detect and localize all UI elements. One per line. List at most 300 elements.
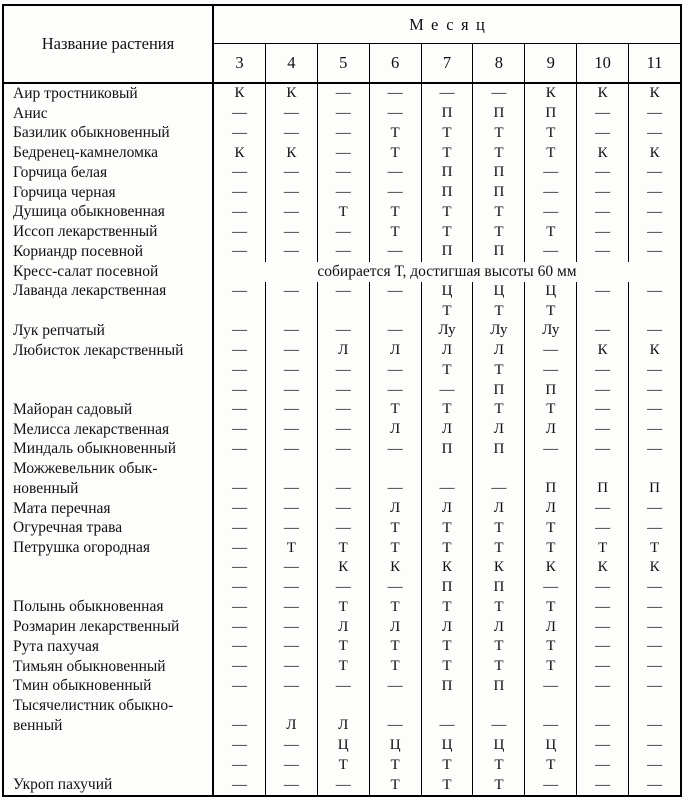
month-value-cell: Л xyxy=(317,341,369,361)
month-value-cell: — xyxy=(231,480,247,497)
table-row xyxy=(4,420,680,440)
plant-name-cell: Рута пахучая xyxy=(13,637,99,655)
month-value-cell: Л xyxy=(421,420,473,440)
month-value-cell: Ц xyxy=(369,736,421,756)
month-value-cell: — xyxy=(317,104,369,124)
month-value-cell xyxy=(369,301,421,321)
month-value-cell: — xyxy=(524,716,576,736)
plant-name-cell xyxy=(4,756,212,776)
month-cells xyxy=(212,420,680,440)
month-cells xyxy=(212,677,680,697)
month-value-cell xyxy=(369,459,421,479)
month-value-cell: Т xyxy=(472,775,524,795)
month-value-cell: — xyxy=(317,400,369,420)
plant-name-cell: Любисток лекарственный xyxy=(13,341,184,359)
table-row xyxy=(4,282,680,302)
month-value-cell: — xyxy=(317,124,369,144)
month-value-cell: Т xyxy=(472,301,524,321)
month-value-cell: — xyxy=(265,321,317,341)
month-value-cell: — xyxy=(628,617,680,637)
month-value-cell: Т xyxy=(369,657,421,677)
table-row xyxy=(4,183,680,203)
month-value-cell: — xyxy=(628,380,680,400)
month-value-cell: — xyxy=(231,618,247,635)
month-cells xyxy=(212,598,680,618)
table-row xyxy=(4,479,680,499)
month-value-cell: Т xyxy=(524,538,576,558)
month-value-cell: — xyxy=(317,163,369,183)
month-value-cell: — xyxy=(231,421,247,438)
month-value-cell: — xyxy=(317,84,369,104)
month-value-cell: — xyxy=(369,84,421,104)
table-row xyxy=(4,657,680,677)
month-value-cell: П xyxy=(472,163,524,183)
month-value-cell: — xyxy=(369,380,421,400)
month-value-cell: — xyxy=(576,617,628,637)
month-value-cell: — xyxy=(628,420,680,440)
month-cells xyxy=(212,242,680,262)
month-cells xyxy=(212,143,680,163)
month-value-cell: Т xyxy=(369,598,421,618)
month-cells xyxy=(212,459,680,479)
month-value-cell: К xyxy=(265,143,317,163)
month-value-cell: — xyxy=(265,657,317,677)
month-value-cell xyxy=(265,696,317,716)
table-row xyxy=(4,203,680,223)
month-value-cell: Т xyxy=(524,222,576,242)
plant-name-cell: Мелисса лекарственная xyxy=(13,420,170,438)
month-value-cell: К xyxy=(628,143,680,163)
month-value-cell: — xyxy=(231,519,247,536)
month-cells xyxy=(212,282,680,302)
plant-name-cell: Майоран садовый xyxy=(13,400,133,418)
month-number: 6 xyxy=(369,44,421,82)
table-row xyxy=(4,696,680,716)
month-value-cell: — xyxy=(524,242,576,262)
month-value-cell: — xyxy=(317,775,369,795)
month-value-cell: — xyxy=(317,242,369,262)
month-value-cell: Л xyxy=(421,341,473,361)
month-group-label: Месяц xyxy=(214,6,680,44)
month-value-cell: — xyxy=(317,222,369,242)
month-value-cell: — xyxy=(265,440,317,460)
month-value-cell: — xyxy=(369,479,421,499)
month-value-cell: — xyxy=(576,440,628,460)
table-row xyxy=(4,242,680,262)
month-value-cell: Л xyxy=(524,499,576,519)
month-value-cell: Л xyxy=(524,420,576,440)
month-value-cell: — xyxy=(265,104,317,124)
month-value-cell: П xyxy=(421,183,473,203)
month-value-cell: Т xyxy=(524,124,576,144)
month-value-cell: — xyxy=(369,183,421,203)
month-value-cell: Т xyxy=(472,400,524,420)
month-value-cell: — xyxy=(369,163,421,183)
table-row xyxy=(4,163,680,183)
month-value-cell xyxy=(317,696,369,716)
month-value-cell: Л xyxy=(524,617,576,637)
table-row xyxy=(4,775,680,795)
month-value-cell: — xyxy=(576,519,628,539)
plant-name-cell xyxy=(4,380,212,400)
table-row xyxy=(4,341,680,361)
month-value-cell: Т xyxy=(369,124,421,144)
month-value-cell: Т xyxy=(421,598,473,618)
table-row xyxy=(4,84,680,104)
month-value-cell: — xyxy=(265,242,317,262)
month-value-cell: — xyxy=(231,322,247,339)
month-value-cell: Т xyxy=(421,538,473,558)
month-value-cell xyxy=(214,696,265,716)
month-value-cell xyxy=(421,696,473,716)
month-value-cell: К xyxy=(576,341,628,361)
month-value-cell xyxy=(576,459,628,479)
month-value-cell: — xyxy=(421,84,473,104)
plant-name-cell: Лаванда лекарственная xyxy=(13,282,167,300)
month-cells xyxy=(212,775,680,795)
month-value-cell: — xyxy=(628,756,680,776)
month-cells xyxy=(212,104,680,124)
month-value-cell: — xyxy=(231,737,247,754)
month-value-cell: Т xyxy=(421,124,473,144)
month-value-cell: — xyxy=(576,163,628,183)
month-value-cell: Т xyxy=(317,598,369,618)
month-value-cell: — xyxy=(231,677,247,694)
month-value-cell: П xyxy=(524,479,576,499)
month-value-cell: Т xyxy=(369,775,421,795)
month-cells xyxy=(212,578,680,598)
plant-name-cell: Душица обыкновенная xyxy=(13,203,165,221)
plant-name-cell: Можжевельник обык- xyxy=(13,460,158,478)
plant-name-cell: Кресс-салат посевной xyxy=(13,262,159,280)
month-value-cell: — xyxy=(576,321,628,341)
month-value-cell: — xyxy=(231,124,247,141)
month-cells xyxy=(212,716,680,736)
plant-name-cell: Базилик обыкновенный xyxy=(13,124,170,142)
plant-name-cell xyxy=(4,578,212,598)
month-value-cell: — xyxy=(628,400,680,420)
month-number: 9 xyxy=(524,44,576,82)
month-value-cell: П xyxy=(524,380,576,400)
table-row xyxy=(4,558,680,578)
table-row xyxy=(4,617,680,637)
month-value-cell: П xyxy=(628,479,680,499)
plant-name-cell: Полынь обыкновенная xyxy=(13,598,164,616)
month-value-cell: — xyxy=(576,716,628,736)
month-value-cell: — xyxy=(576,677,628,697)
month-value-cell: — xyxy=(524,578,576,598)
month-cells xyxy=(212,479,680,499)
month-value-cell: — xyxy=(576,420,628,440)
month-value-cell: Т xyxy=(472,203,524,223)
month-value-cell xyxy=(265,459,317,479)
month-number: 5 xyxy=(317,44,369,82)
plant-name-cell: Тмин обыкновенный xyxy=(13,677,152,695)
plant-name-cell: Миндаль обыкновенный xyxy=(13,440,176,458)
month-value-cell: П xyxy=(472,242,524,262)
month-value-cell: Л xyxy=(317,716,369,736)
month-value-cell: Лу xyxy=(421,321,473,341)
month-cells xyxy=(212,380,680,400)
month-value-cell: — xyxy=(317,578,369,598)
month-value-cell: Л xyxy=(472,420,524,440)
month-value-cell xyxy=(576,696,628,716)
month-value-cell xyxy=(214,459,265,479)
month-value-cell: Т xyxy=(472,124,524,144)
month-value-cell: К xyxy=(369,558,421,578)
month-cells xyxy=(212,163,680,183)
month-value-cell: — xyxy=(369,242,421,262)
month-value-cell: Т xyxy=(369,143,421,163)
month-cells xyxy=(212,499,680,519)
month-value-cell: — xyxy=(265,380,317,400)
month-value-cell: — xyxy=(231,282,247,299)
month-number: 8 xyxy=(472,44,524,82)
month-value-cell xyxy=(576,301,628,321)
month-value-cell: Т xyxy=(317,756,369,776)
month-value-cell: К xyxy=(628,341,680,361)
month-value-cell xyxy=(524,696,576,716)
month-value-cell: Лу xyxy=(472,321,524,341)
month-value-cell: Ц xyxy=(317,736,369,756)
month-value-cell: — xyxy=(231,184,247,201)
month-value-cell: — xyxy=(231,440,247,457)
month-value-cell xyxy=(369,696,421,716)
month-value-cell: — xyxy=(317,380,369,400)
plant-name-cell: Петрушка огородная xyxy=(13,539,151,557)
month-value-cell: — xyxy=(265,578,317,598)
month-value-cell: — xyxy=(265,775,317,795)
month-value-cell: — xyxy=(231,776,247,793)
month-value-cell xyxy=(317,459,369,479)
month-value-cell: К xyxy=(576,558,628,578)
month-value-cell: Л xyxy=(369,341,421,361)
month-value-cell: — xyxy=(524,677,576,697)
plant-name-cell: Тысячелистник обыкно- xyxy=(13,697,174,715)
month-value-cell: К xyxy=(317,558,369,578)
month-value-cell: — xyxy=(369,677,421,697)
month-cells xyxy=(212,736,680,756)
month-value-cell: — xyxy=(231,401,247,418)
month-value-cell: — xyxy=(628,716,680,736)
month-value-cell: — xyxy=(628,104,680,124)
month-value-cell: Т xyxy=(421,203,473,223)
month-value-cell: — xyxy=(576,222,628,242)
month-value-cell: — xyxy=(524,775,576,795)
month-value-cell: Т xyxy=(524,143,576,163)
month-value-cell: П xyxy=(421,440,473,460)
month-value-cell: — xyxy=(231,381,247,398)
month-value-cell: Т xyxy=(421,657,473,677)
month-value-cell: — xyxy=(421,716,473,736)
month-value-cell: — xyxy=(576,578,628,598)
month-value-cell xyxy=(524,459,576,479)
table-row xyxy=(4,459,680,479)
month-value-cell: Т xyxy=(472,519,524,539)
table-row xyxy=(4,143,680,163)
month-value-cell: П xyxy=(421,104,473,124)
table-row xyxy=(4,538,680,558)
month-value-cell: Т xyxy=(472,361,524,381)
month-value-cell: Т xyxy=(369,637,421,657)
month-cells xyxy=(212,301,680,321)
month-number: 7 xyxy=(421,44,473,82)
month-value-cell: Ц xyxy=(472,736,524,756)
month-value-cell: К xyxy=(576,143,628,163)
month-value-cell: Л xyxy=(472,499,524,519)
table-header xyxy=(4,6,680,84)
month-value-cell: Л xyxy=(472,617,524,637)
month-cells xyxy=(212,341,680,361)
month-value-cell: Т xyxy=(369,756,421,776)
month-value-cell: Л xyxy=(317,617,369,637)
month-value-cell: — xyxy=(265,736,317,756)
month-value-cell: — xyxy=(576,242,628,262)
month-value-cell: Т xyxy=(421,519,473,539)
table-row xyxy=(4,104,680,124)
table-row xyxy=(4,380,680,400)
month-value-cell: — xyxy=(265,519,317,539)
table-row xyxy=(4,124,680,144)
month-header-group xyxy=(212,6,680,82)
month-value-cell: — xyxy=(576,657,628,677)
month-value-cell xyxy=(472,459,524,479)
month-value-cell: — xyxy=(369,282,421,302)
month-value-cell: — xyxy=(231,579,247,596)
month-value-cell xyxy=(265,301,317,321)
table-row xyxy=(4,499,680,519)
table-row xyxy=(4,756,680,776)
month-value-cell: Т xyxy=(628,538,680,558)
month-value-cell: Лу xyxy=(524,321,576,341)
month-value-cell: — xyxy=(628,519,680,539)
table-row xyxy=(4,361,680,381)
month-value-cell: — xyxy=(265,282,317,302)
month-cells xyxy=(212,440,680,460)
month-value-cell: — xyxy=(369,361,421,381)
plant-name-cell: Лук репчатый xyxy=(13,321,105,339)
month-value-cell xyxy=(628,459,680,479)
month-value-cell: — xyxy=(576,104,628,124)
month-value-cell: П xyxy=(421,242,473,262)
month-value-cell xyxy=(628,696,680,716)
month-value-cell: — xyxy=(369,716,421,736)
month-value-cell: — xyxy=(265,183,317,203)
plant-name-column-header: Название растения xyxy=(41,34,175,53)
month-value-cell: Т xyxy=(472,222,524,242)
month-value-cell: Т xyxy=(421,143,473,163)
month-value-cell: — xyxy=(231,500,247,517)
month-value-cell: — xyxy=(576,736,628,756)
month-value-cell: Т xyxy=(421,400,473,420)
month-value-cell: — xyxy=(231,342,247,359)
month-value-cell: Т xyxy=(524,598,576,618)
month-value-cell: — xyxy=(628,222,680,242)
month-value-cell: Т xyxy=(472,598,524,618)
month-value-cell: — xyxy=(265,617,317,637)
month-value-cell: Т xyxy=(317,203,369,223)
month-value-cell: — xyxy=(628,203,680,223)
month-value-cell: — xyxy=(317,499,369,519)
month-value-cell: — xyxy=(576,400,628,420)
table-row xyxy=(4,321,680,341)
table-row xyxy=(4,400,680,420)
month-value-cell: Л xyxy=(421,499,473,519)
table-row xyxy=(4,578,680,598)
month-value-cell: — xyxy=(576,775,628,795)
month-value-cell: К xyxy=(576,84,628,104)
month-value-cell: Т xyxy=(472,657,524,677)
month-value-cell: — xyxy=(524,440,576,460)
month-cells xyxy=(212,361,680,381)
month-cells xyxy=(212,519,680,539)
month-value-cell: — xyxy=(628,736,680,756)
month-value-cell: Т xyxy=(421,756,473,776)
month-cells xyxy=(212,558,680,578)
month-value-cell: — xyxy=(317,479,369,499)
month-value-cell: — xyxy=(265,400,317,420)
month-value-cell: — xyxy=(317,420,369,440)
month-value-cell: — xyxy=(628,124,680,144)
month-value-cell: К xyxy=(524,84,576,104)
month-value-cell: П xyxy=(472,380,524,400)
month-value-cell: П xyxy=(472,677,524,697)
month-cells xyxy=(212,538,680,558)
month-value-cell: П xyxy=(472,440,524,460)
month-value-cell: Т xyxy=(524,637,576,657)
month-value-cell: К xyxy=(234,144,245,161)
month-value-cell: К xyxy=(234,85,245,102)
month-value-cell: — xyxy=(265,361,317,381)
month-value-cell: — xyxy=(628,242,680,262)
month-value-cell: Т xyxy=(524,657,576,677)
month-value-cell xyxy=(628,301,680,321)
month-value-cell: Т xyxy=(524,756,576,776)
month-value-cell: — xyxy=(576,361,628,381)
month-value-cell: П xyxy=(524,104,576,124)
month-cells xyxy=(212,637,680,657)
month-value-cell: П xyxy=(421,677,473,697)
month-value-cell: — xyxy=(231,658,247,675)
month-value-cell: Ц xyxy=(524,282,576,302)
table-body xyxy=(4,84,680,795)
plant-harvest-table xyxy=(2,4,682,797)
month-value-cell: Т xyxy=(369,519,421,539)
month-value-cell: К xyxy=(628,84,680,104)
month-value-cell: К xyxy=(524,558,576,578)
month-value-cell: Т xyxy=(369,538,421,558)
month-value-cell: — xyxy=(231,105,247,122)
month-value-cell: — xyxy=(231,223,247,240)
month-value-cell: Т xyxy=(472,637,524,657)
plant-name-cell: Тимьян обыкновенный xyxy=(13,657,166,675)
month-value-cell xyxy=(472,696,524,716)
month-value-cell: К xyxy=(472,558,524,578)
month-value-cell: — xyxy=(317,143,369,163)
month-value-cell: — xyxy=(421,479,473,499)
month-value-cell: — xyxy=(628,598,680,618)
month-value-cell: К xyxy=(421,558,473,578)
month-value-cell: П xyxy=(421,163,473,183)
month-value-cell: Т xyxy=(421,775,473,795)
month-value-cell: — xyxy=(628,163,680,183)
month-value-cell xyxy=(421,459,473,479)
month-value-cell: — xyxy=(628,321,680,341)
month-value-cell: Т xyxy=(317,637,369,657)
month-value-cell: — xyxy=(317,361,369,381)
month-value-cell: — xyxy=(265,203,317,223)
plant-name-cell: Бедренец-камнеломка xyxy=(13,144,159,162)
